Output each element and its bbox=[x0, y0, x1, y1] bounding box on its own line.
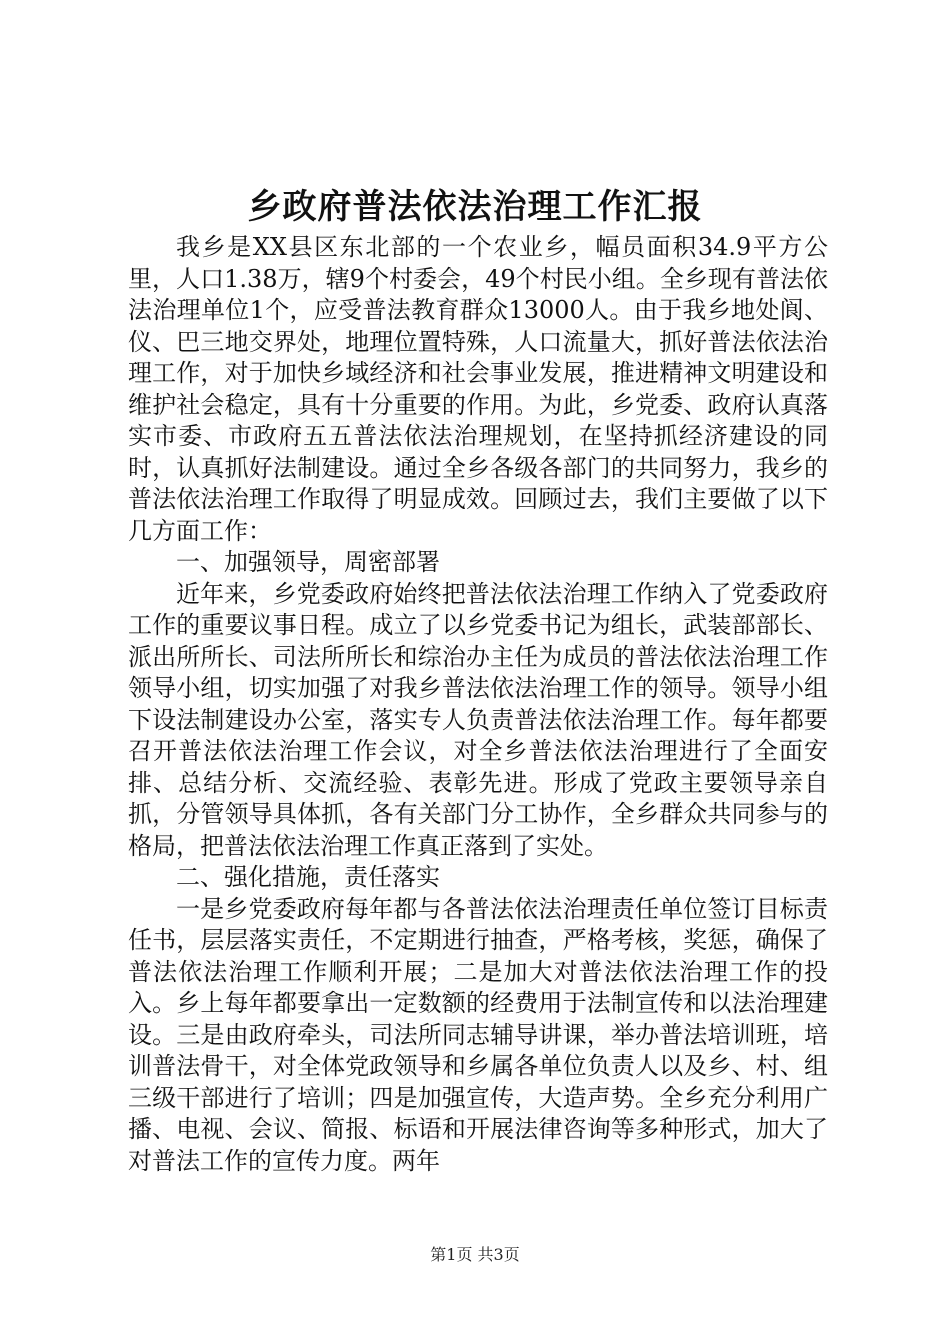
section-2-paragraph: 一是乡党委政府每年都与各普法依法治理责任单位签订目标责任书，层层落实责任，不定期进行抽查，严格考核，奖惩，确保了普法依法治理工作顺利开展；二是加大对普法依法治理工作的投入。乡上每年都要拿出一定数额的经费用于法制宣传和以法治理建设。三是由政府牵头，司法所同志辅导讲课，举办普法培训班，培训普法骨干，对全体党政领导和乡属各单位负责人以及乡、村、组三级干部进行了培训；四是加强宣传，大造声势。全乡充分利用广播、电视、会议、简报、标语和开展法律咨询等多种形式，加大了对普法工作的宣传力度。两年 bbox=[128, 894, 828, 1175]
document-title: 乡政府普法依法治理工作汇报 bbox=[247, 187, 703, 227]
section-heading-1: 一、加强领导，周密部署 bbox=[176, 548, 440, 576]
section-1-paragraph: 近年来，乡党委政府始终把普法依法治理工作纳入了党委政府工作的重要议事日程。成立了以乡党委书记为组长，武装部部长、派出所所长、司法所所长和综治办主任为成员的普法依法治理工作领导小组，切实加强了对我乡普法依法治理工作的领导。领导小组下设法制建设办公室，落实专人负责普法依法治理工作。每年都要召开普法依法治理工作会议，对全乡普法依法治理进行了全面安排、总结分析、交流经验、表彰先进。形成了党政主要领导亲自抓，分管领导具体抓，各有关部门分工协作，全乡群众共同参与的格局，把普法依法治理工作真正落到了实处。 bbox=[128, 579, 828, 860]
document-body bbox=[128, 232, 828, 1177]
page-footer: 第1页 共3页 bbox=[430, 1245, 520, 1264]
intro-paragraph: 我乡是XX县区东北部的一个农业乡，幅员面积34.9平方公里，人口1.38万，辖9个村委会，49个村民小组。全乡现有普法依法治理单位1个，应受普法教育群众13000人。由于我乡地处阆、仪、巴三地交界处，地理位置特殊，人口流量大，抓好普法依法治理工作，对于加快乡域经济和社会事业发展，推进精神文明建设和维护社会稳定，具有十分重要的作用。为此，乡党委、政府认真落实市委、市政府五五普法依法治理规划，在坚持抓经济建设的同时，认真抓好法制建设。通过全乡各级各部门的共同努力，我乡的普法依法治理工作取得了明显成效。回顾过去，我们主要做了以下几方面工作： bbox=[128, 233, 828, 545]
section-heading-2: 二、强化措施，责任落实 bbox=[176, 863, 440, 891]
